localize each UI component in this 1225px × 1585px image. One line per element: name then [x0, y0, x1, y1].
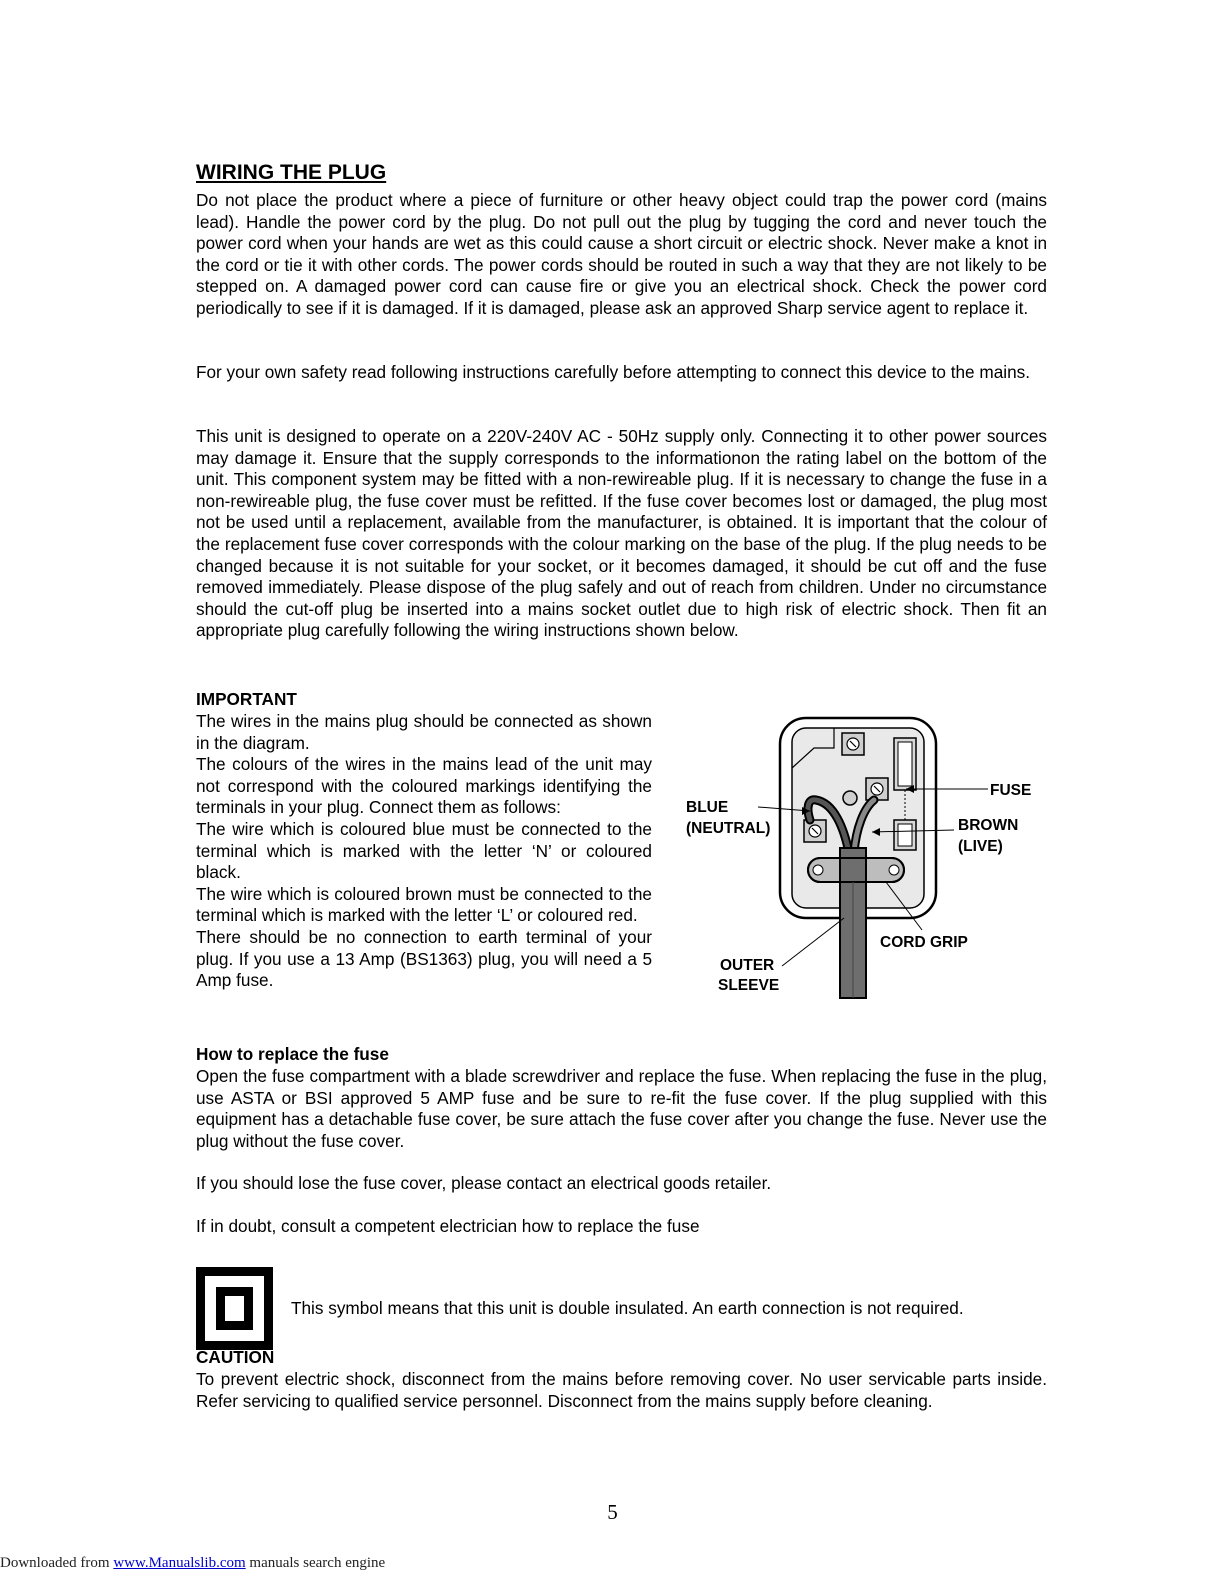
paragraph-safety: For your own safety read following instructions carefully before attempting to connect this device to the mains.: [196, 362, 1031, 382]
symbol-description: This symbol means that this unit is double insulated. An earth connection is not required.: [291, 1298, 964, 1318]
label-outer: OUTER: [720, 957, 775, 974]
label-cord-grip: CORD GRIP: [880, 934, 968, 951]
paragraph-fuse-cover: If you should lose the fuse cover, please contact an electrical goods retailer.: [196, 1173, 772, 1193]
important-line: The colours of the wires in the mains lead of the unit may not correspond with the coloured markings identifying the terminals in your plug. Connect them as follows:: [196, 754, 652, 818]
important-line: The wire which is coloured blue must be connected to the terminal which is marked with the letter ‘N’ or coloured black.: [196, 818, 652, 883]
download-footer: [0, 1555, 385, 1572]
double-insulation-icon: [196, 1267, 273, 1350]
fuse-heading: How to replace the fuse: [196, 1044, 389, 1064]
paragraph-doubt: If in doubt, consult a competent electrician how to replace the fuse: [196, 1216, 700, 1236]
important-line: The wire which is coloured brown must be connected to the terminal which is marked with the letter ‘L’ or coloured red.: [196, 883, 652, 926]
leader-outer-sleeve: [782, 918, 844, 966]
label-fuse: FUSE: [990, 782, 1032, 799]
caution-heading: CAUTION: [196, 1347, 275, 1367]
important-text: [196, 711, 652, 992]
manualslib-link[interactable]: www.Manualslib.com: [113, 1555, 246, 1571]
label-live: (LIVE): [958, 838, 1003, 855]
important-line: There should be no connection to earth terminal of your plug. If you use a 13 Amp (BS1363) plug, you will need a 5 Amp fuse.: [196, 926, 652, 991]
page-number: 5: [607, 1500, 618, 1524]
important-line: The wires in the mains plug should be connected as shown in the diagram.: [196, 711, 652, 753]
paragraph-power-cord: Do not place the product where a piece of furniture or other heavy object could trap the power cord (mains lead). Handle the power cord by the plug. Do not pull out the plug by tugging the cord and never touch the power cord when your hands are wet as this could cause a short circuit or electric shock. Never make a knot in the cord or tie it with other cords. The power cords should be routed in such a way that they are not likely to be stepped on. A damaged power cord can cause fire or give you an electrical shock. Check the power cord periodically to see if it is damaged. If it is damaged, please ask an approved Sharp service agent to replace it.: [196, 190, 1047, 318]
footer-prefix: Downloaded from: [0, 1555, 114, 1571]
footer-suffix: manuals search engine: [245, 1555, 386, 1571]
label-neutral: (NEUTRAL): [686, 820, 771, 837]
paragraph-fuse: Open the fuse compartment with a blade screwdriver and replace the fuse. When replacing the fuse in the plug, use ASTA or BSI approved 5 AMP fuse and be sure to re-fit the fuse cover. If the plug supplied with this equipment has a detachable fuse cover, be sure attach the fuse cover after you change the fuse. Never use the plug without the fuse cover.: [196, 1066, 1047, 1151]
important-heading: IMPORTANT: [196, 689, 297, 709]
paragraph-caution: To prevent electric shock, disconnect from the mains before removing cover. No user servicable parts inside. Refer servicing to qualified service personnel. Disconnect from the mains supply before cleaning.: [196, 1369, 1047, 1411]
page-title: WIRING THE PLUG: [196, 161, 387, 184]
plug-wiring-diagram: [684, 708, 1054, 1010]
label-sleeve: SLEEVE: [718, 977, 780, 994]
label-brown: BROWN: [958, 817, 1019, 834]
paragraph-supply: This unit is designed to operate on a 220V-240V AC - 50Hz supply only. Connecting it to other power sources may damage it. Ensure that the supply corresponds to the informationon the rating label on the bottom of the unit. This component system may be fitted with a non-rewireable plug. If it is necessary to change the fuse in a non-rewireable plug, the fuse cover must be refitted. If the fuse cover becomes lost or damaged, the plug most not be used until a replacement, available from the manufacturer, is obtained. It is important that the colour of the replacement fuse cover corresponds with the colour marking on the base of the plug. If the plug needs to be changed because it is not suitable for your socket, or it becomes damaged, it should be cut off and the fuse removed immediately. Please dispose of the plug safely and out of reach from children. Under no circumstance should the cut-off plug be inserted into a mains socket outlet due to high risk of electric shock. Then fit an appropriate plug carefully following the wiring instructions shown below.: [196, 426, 1047, 641]
label-blue: BLUE: [686, 799, 729, 816]
